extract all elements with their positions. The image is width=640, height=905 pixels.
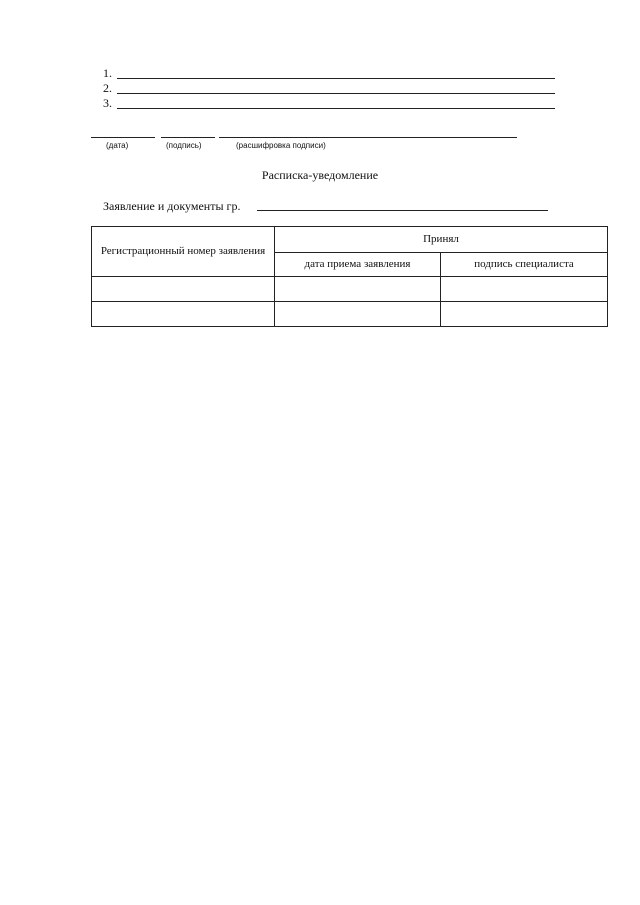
- numbered-line-3: [103, 96, 555, 110]
- signature-block: [91, 126, 521, 156]
- signature-underline[interactable]: [161, 137, 215, 138]
- signature-label: (подпись): [166, 141, 202, 150]
- documents-label: Заявление и документы гр.: [103, 199, 241, 213]
- receipt-title: Расписка-уведомление: [261, 168, 379, 182]
- date-label: (дата): [106, 141, 129, 150]
- applicant-name-underline[interactable]: [257, 210, 548, 211]
- receipt-table: [91, 226, 608, 327]
- date-underline[interactable]: [91, 137, 155, 138]
- line-number: 2.: [103, 81, 112, 95]
- acceptance-date-header: дата приема заявления: [275, 253, 441, 277]
- signature-decode-underline[interactable]: [219, 137, 517, 138]
- registration-number-header: Регистрационный номер заявления: [92, 227, 275, 277]
- accepted-group-header: Принял: [275, 227, 608, 253]
- line-number: 1.: [103, 66, 112, 80]
- specialist-signature-header: подпись специалиста: [441, 253, 608, 277]
- registration-number-cell[interactable]: [92, 302, 275, 327]
- blank-underline[interactable]: [117, 108, 555, 109]
- acceptance-date-cell[interactable]: [275, 277, 441, 302]
- table-row: [92, 302, 608, 327]
- line-number: 3.: [103, 96, 112, 110]
- registration-number-cell[interactable]: [92, 277, 275, 302]
- acceptance-date-cell[interactable]: [275, 302, 441, 327]
- specialist-signature-cell[interactable]: [441, 277, 608, 302]
- numbered-line-2: [103, 81, 555, 95]
- blank-underline[interactable]: [117, 78, 555, 79]
- table-row: [92, 277, 608, 302]
- documents-line: [103, 199, 548, 213]
- blank-underline[interactable]: [117, 93, 555, 94]
- table-header-row: [92, 227, 608, 253]
- specialist-signature-cell[interactable]: [441, 302, 608, 327]
- signature-decode-label: (расшифровка подписи): [236, 141, 326, 150]
- numbered-line-1: [103, 66, 555, 80]
